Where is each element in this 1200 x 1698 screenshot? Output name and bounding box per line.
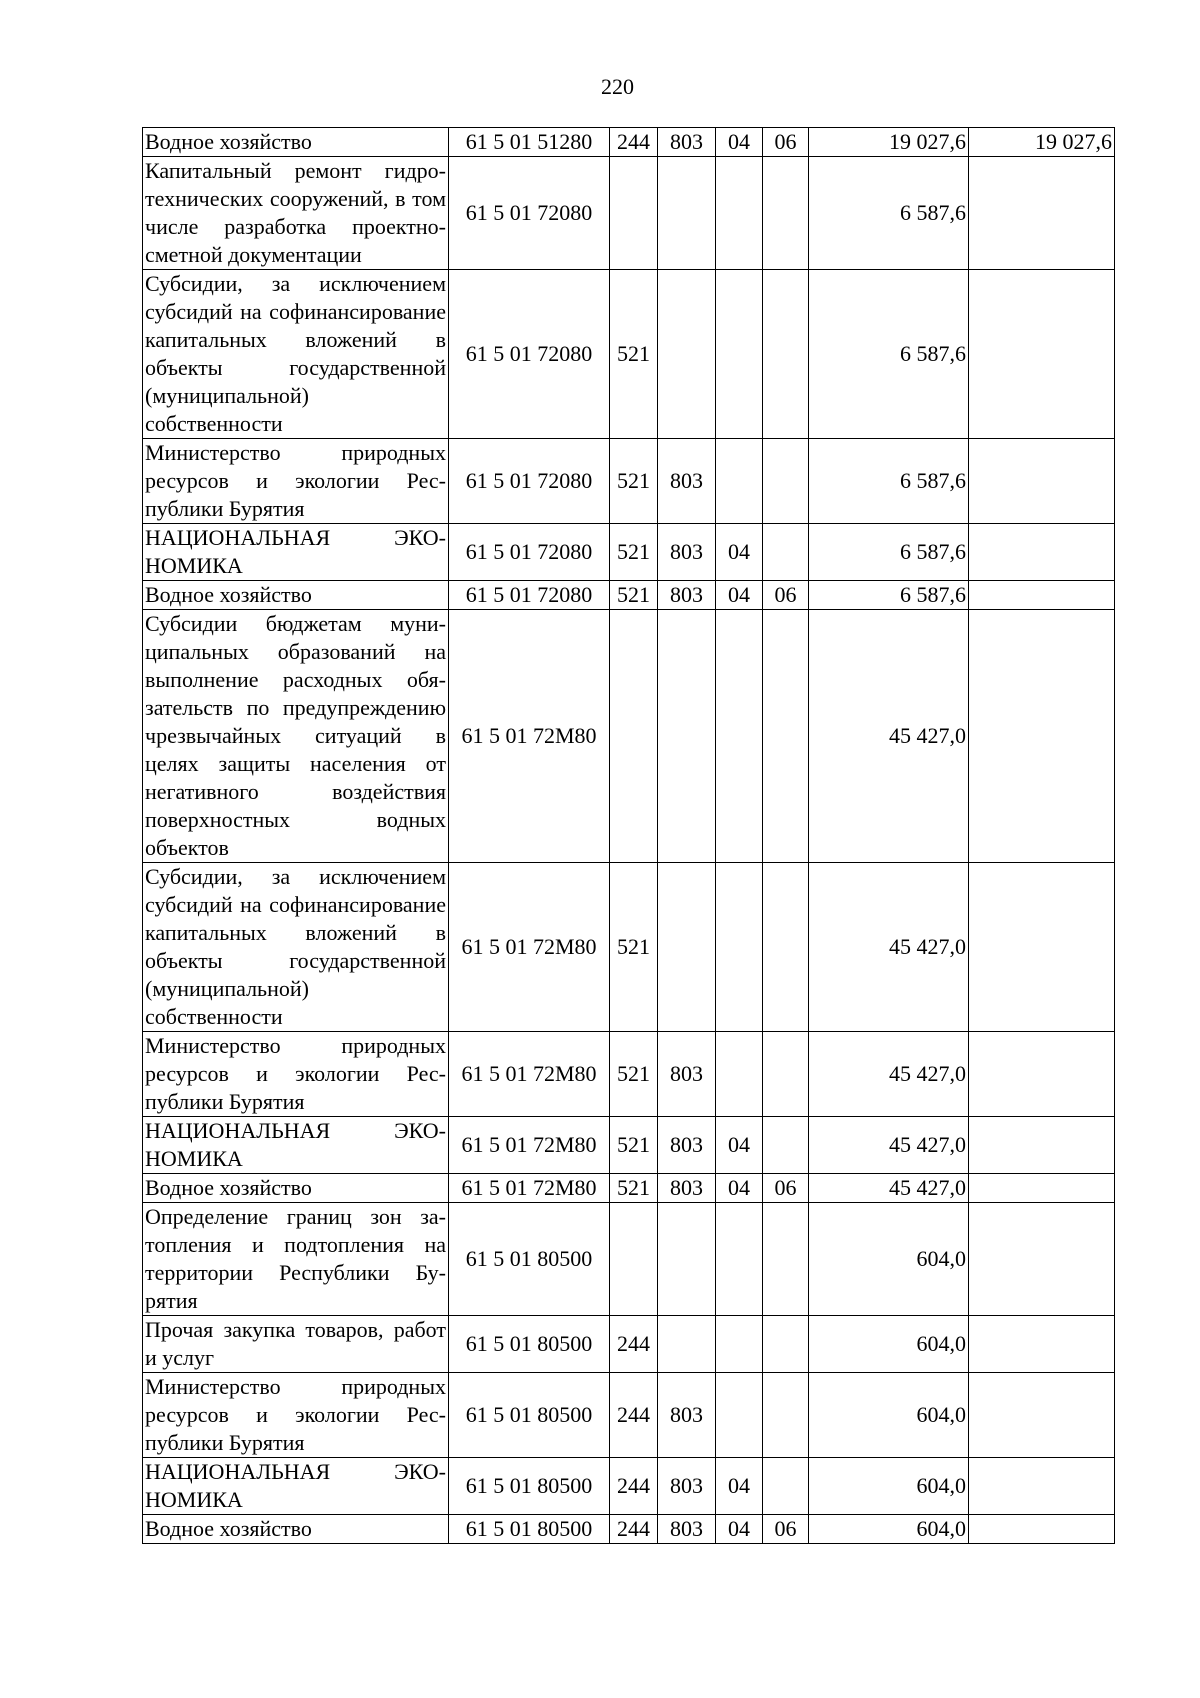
section-cell [716, 1032, 763, 1117]
target-article-cell: 61 5 01 51280 [449, 128, 610, 157]
table-row [143, 1373, 1115, 1458]
expense-type-cell: 244 [610, 128, 658, 157]
ministry-code-cell: 803 [658, 524, 716, 581]
amount-year2-cell [969, 610, 1115, 863]
expense-type-cell: 521 [610, 524, 658, 581]
amount-year2-cell [969, 1316, 1115, 1373]
row-name-cell: Министерство природных ресурсов и экологии Республики Бурятия [143, 1373, 449, 1458]
row-name-cell: Министерство природных ресурсов и экологии Республики Бурятия [143, 1032, 449, 1117]
target-article-cell: 61 5 01 72080 [449, 270, 610, 439]
row-name-cell: Водное хозяйство [143, 581, 449, 610]
amount-year1-cell: 604,0 [809, 1373, 969, 1458]
subsection-cell [763, 157, 809, 270]
section-cell: 04 [716, 524, 763, 581]
section-cell [716, 610, 763, 863]
ministry-code-cell: 803 [658, 128, 716, 157]
target-article-cell: 61 5 01 72M80 [449, 610, 610, 863]
ministry-code-cell: 803 [658, 1458, 716, 1515]
row-name-cell: НАЦИОНАЛЬНАЯ ЭКОНОМИКА [143, 524, 449, 581]
amount-year1-cell: 604,0 [809, 1316, 969, 1373]
row-name-cell: Капитальный ремонт гидротехнических сооружений, в том числе разработка проектно-сметной документации [143, 157, 449, 270]
target-article-cell: 61 5 01 72M80 [449, 1032, 610, 1117]
expense-type-cell: 521 [610, 1117, 658, 1174]
ministry-code-cell [658, 1203, 716, 1316]
amount-year2-cell [969, 270, 1115, 439]
ministry-code-cell: 803 [658, 439, 716, 524]
amount-year1-cell: 6 587,6 [809, 270, 969, 439]
subsection-cell [763, 270, 809, 439]
subsection-cell: 06 [763, 581, 809, 610]
subsection-cell: 06 [763, 1515, 809, 1544]
table-row [143, 610, 1115, 863]
target-article-cell: 61 5 01 72080 [449, 581, 610, 610]
ministry-code-cell [658, 863, 716, 1032]
amount-year1-cell: 6 587,6 [809, 581, 969, 610]
table-row [143, 1203, 1115, 1316]
section-cell: 04 [716, 581, 763, 610]
row-name-cell: Субсидии, за исключением субсидий на софинансирование капитальных вложений в объекты государственной (муниципальной) собственности [143, 863, 449, 1032]
target-article-cell: 61 5 01 72M80 [449, 1117, 610, 1174]
subsection-cell [763, 1032, 809, 1117]
amount-year2-cell [969, 439, 1115, 524]
subsection-cell: 06 [763, 1174, 809, 1203]
table-row [143, 439, 1115, 524]
row-name-cell: НАЦИОНАЛЬНАЯ ЭКОНОМИКА [143, 1117, 449, 1174]
subsection-cell: 06 [763, 128, 809, 157]
target-article-cell: 61 5 01 80500 [449, 1203, 610, 1316]
ministry-code-cell [658, 270, 716, 439]
target-article-cell: 61 5 01 72080 [449, 524, 610, 581]
target-article-cell: 61 5 01 80500 [449, 1373, 610, 1458]
table-body [143, 128, 1115, 1544]
table-row [143, 863, 1115, 1032]
subsection-cell [763, 439, 809, 524]
expense-type-cell: 521 [610, 1032, 658, 1117]
expense-type-cell: 244 [610, 1515, 658, 1544]
row-name-cell: Прочая закупка товаров, работ и услуг [143, 1316, 449, 1373]
ministry-code-cell [658, 610, 716, 863]
section-cell: 04 [716, 1117, 763, 1174]
expense-type-cell: 521 [610, 270, 658, 439]
expense-type-cell [610, 1203, 658, 1316]
ministry-code-cell: 803 [658, 1117, 716, 1174]
expense-type-cell [610, 610, 658, 863]
target-article-cell: 61 5 01 80500 [449, 1316, 610, 1373]
amount-year2-cell [969, 1117, 1115, 1174]
row-name-cell: Министерство природных ресурсов и экологии Республики Бурятия [143, 439, 449, 524]
subsection-cell [763, 1117, 809, 1174]
row-name-cell: Водное хозяйство [143, 1174, 449, 1203]
ministry-code-cell: 803 [658, 1373, 716, 1458]
amount-year2-cell [969, 1458, 1115, 1515]
ministry-code-cell: 803 [658, 581, 716, 610]
table-row [143, 1515, 1115, 1544]
section-cell: 04 [716, 1174, 763, 1203]
expense-type-cell: 521 [610, 863, 658, 1032]
expense-type-cell: 244 [610, 1373, 658, 1458]
subsection-cell [763, 1373, 809, 1458]
row-name-cell: Водное хозяйство [143, 128, 449, 157]
table-row [143, 1032, 1115, 1117]
target-article-cell: 61 5 01 72080 [449, 157, 610, 270]
ministry-code-cell: 803 [658, 1174, 716, 1203]
section-cell [716, 270, 763, 439]
amount-year1-cell: 45 427,0 [809, 1032, 969, 1117]
target-article-cell: 61 5 01 72M80 [449, 863, 610, 1032]
row-name-cell: Определение границ зон затопления и подтопления на территории Республики Бурятия [143, 1203, 449, 1316]
target-article-cell: 61 5 01 80500 [449, 1458, 610, 1515]
expense-type-cell: 521 [610, 581, 658, 610]
table-row [143, 157, 1115, 270]
amount-year2-cell [969, 1203, 1115, 1316]
section-cell [716, 1373, 763, 1458]
amount-year1-cell: 604,0 [809, 1515, 969, 1544]
amount-year1-cell: 19 027,6 [809, 128, 969, 157]
amount-year1-cell: 6 587,6 [809, 524, 969, 581]
section-cell: 04 [716, 1515, 763, 1544]
subsection-cell [763, 524, 809, 581]
section-cell: 04 [716, 128, 763, 157]
amount-year1-cell: 45 427,0 [809, 863, 969, 1032]
amount-year1-cell: 6 587,6 [809, 157, 969, 270]
amount-year2-cell: 19 027,6 [969, 128, 1115, 157]
section-cell [716, 439, 763, 524]
target-article-cell: 61 5 01 80500 [449, 1515, 610, 1544]
subsection-cell [763, 610, 809, 863]
amount-year1-cell: 604,0 [809, 1458, 969, 1515]
expense-type-cell [610, 157, 658, 270]
amount-year2-cell [969, 1373, 1115, 1458]
amount-year1-cell: 45 427,0 [809, 1174, 969, 1203]
row-name-cell: Водное хозяйство [143, 1515, 449, 1544]
table-row [143, 1174, 1115, 1203]
expense-type-cell: 521 [610, 439, 658, 524]
amount-year2-cell [969, 863, 1115, 1032]
expense-type-cell: 244 [610, 1316, 658, 1373]
amount-year2-cell [969, 157, 1115, 270]
row-name-cell: Субсидии бюджетам муниципальных образований на выполнение расходных обязательств по предупреждению чрезвычайных ситуаций в целях защиты населения от негативного воздействия поверхностных водных объектов [143, 610, 449, 863]
subsection-cell [763, 1458, 809, 1515]
expense-type-cell: 244 [610, 1458, 658, 1515]
table-row [143, 1316, 1115, 1373]
subsection-cell [763, 863, 809, 1032]
section-cell [716, 1316, 763, 1373]
expense-type-cell: 521 [610, 1174, 658, 1203]
section-cell [716, 1203, 763, 1316]
section-cell [716, 157, 763, 270]
amount-year1-cell: 604,0 [809, 1203, 969, 1316]
amount-year2-cell [969, 1032, 1115, 1117]
target-article-cell: 61 5 01 72M80 [449, 1174, 610, 1203]
amount-year1-cell: 45 427,0 [809, 610, 969, 863]
table-row [143, 270, 1115, 439]
amount-year2-cell [969, 1174, 1115, 1203]
row-name-cell: Субсидии, за исключением субсидий на софинансирование капитальных вложений в объекты государственной (муниципальной) собственности [143, 270, 449, 439]
row-name-cell: НАЦИОНАЛЬНАЯ ЭКОНОМИКА [143, 1458, 449, 1515]
amount-year2-cell [969, 524, 1115, 581]
amount-year1-cell: 6 587,6 [809, 439, 969, 524]
target-article-cell: 61 5 01 72080 [449, 439, 610, 524]
table-row [143, 1458, 1115, 1515]
amount-year2-cell [969, 1515, 1115, 1544]
amount-year2-cell [969, 581, 1115, 610]
table-row [143, 581, 1115, 610]
ministry-code-cell: 803 [658, 1032, 716, 1117]
ministry-code-cell [658, 157, 716, 270]
ministry-code-cell: 803 [658, 1515, 716, 1544]
subsection-cell [763, 1203, 809, 1316]
subsection-cell [763, 1316, 809, 1373]
section-cell [716, 863, 763, 1032]
page-number: 220 [601, 74, 634, 99]
table-row [143, 1117, 1115, 1174]
amount-year1-cell: 45 427,0 [809, 1117, 969, 1174]
table-row [143, 128, 1115, 157]
ministry-code-cell [658, 1316, 716, 1373]
budget-table [142, 127, 1115, 1544]
table-row [143, 524, 1115, 581]
section-cell: 04 [716, 1458, 763, 1515]
